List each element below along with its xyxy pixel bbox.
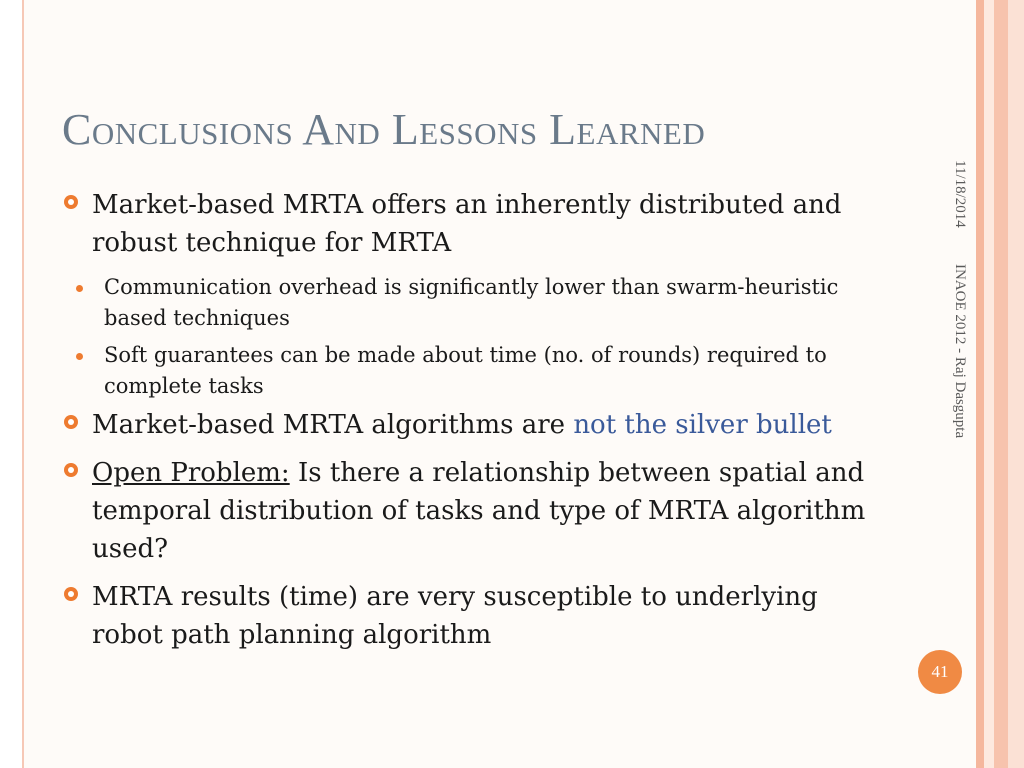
sub-bullet-text: Soft guarantees can be made about time (no. of rounds) required to complete tasks xyxy=(104,343,827,398)
highlight-text: not the silver bullet xyxy=(573,410,832,440)
bullet-item xyxy=(62,406,882,444)
bullet-text: MRTA results (time) are very susceptible to underlying robot path planning algorithm xyxy=(92,582,818,650)
left-border xyxy=(0,0,24,768)
bullet-icon xyxy=(64,415,78,429)
bullet-icon xyxy=(64,463,78,477)
bullet-item xyxy=(62,186,882,262)
right-decor-strip xyxy=(984,0,994,768)
slide-author: INAOE 2012 - Raj Dasgupta xyxy=(952,264,968,439)
page-number-badge: 41 xyxy=(918,650,962,694)
bullet-icon xyxy=(64,587,78,601)
right-decor-strip xyxy=(994,0,1008,768)
bullet-item xyxy=(62,578,882,654)
bullet-item xyxy=(62,454,882,568)
right-decor-strip xyxy=(976,0,984,768)
right-decor-strip xyxy=(1008,0,1024,768)
bullet-list xyxy=(62,186,882,664)
slide-title: Conclusions And Lessons Learned xyxy=(62,105,706,154)
sub-bullet-icon xyxy=(76,353,83,360)
bullet-text: Market-based MRTA algorithms are xyxy=(92,410,574,440)
slide-date: 11/18/2014 xyxy=(952,160,968,228)
sub-bullet-item xyxy=(62,272,882,334)
bullet-text: Market-based MRTA offers an inherently distributed and robust technique for MRTA xyxy=(92,190,842,258)
bullet-icon xyxy=(64,195,78,209)
bullet-text: Is there a relationship between spatial and temporal distribution of tasks and type of MRTA algorithm used? xyxy=(92,458,866,564)
sub-bullet-item xyxy=(62,340,882,402)
open-problem-label: Open Problem: xyxy=(92,458,290,488)
sub-bullet-text: Communication overhead is significantly lower than swarm-heuristic based techniques xyxy=(104,275,839,330)
sub-bullet-icon xyxy=(76,285,83,292)
